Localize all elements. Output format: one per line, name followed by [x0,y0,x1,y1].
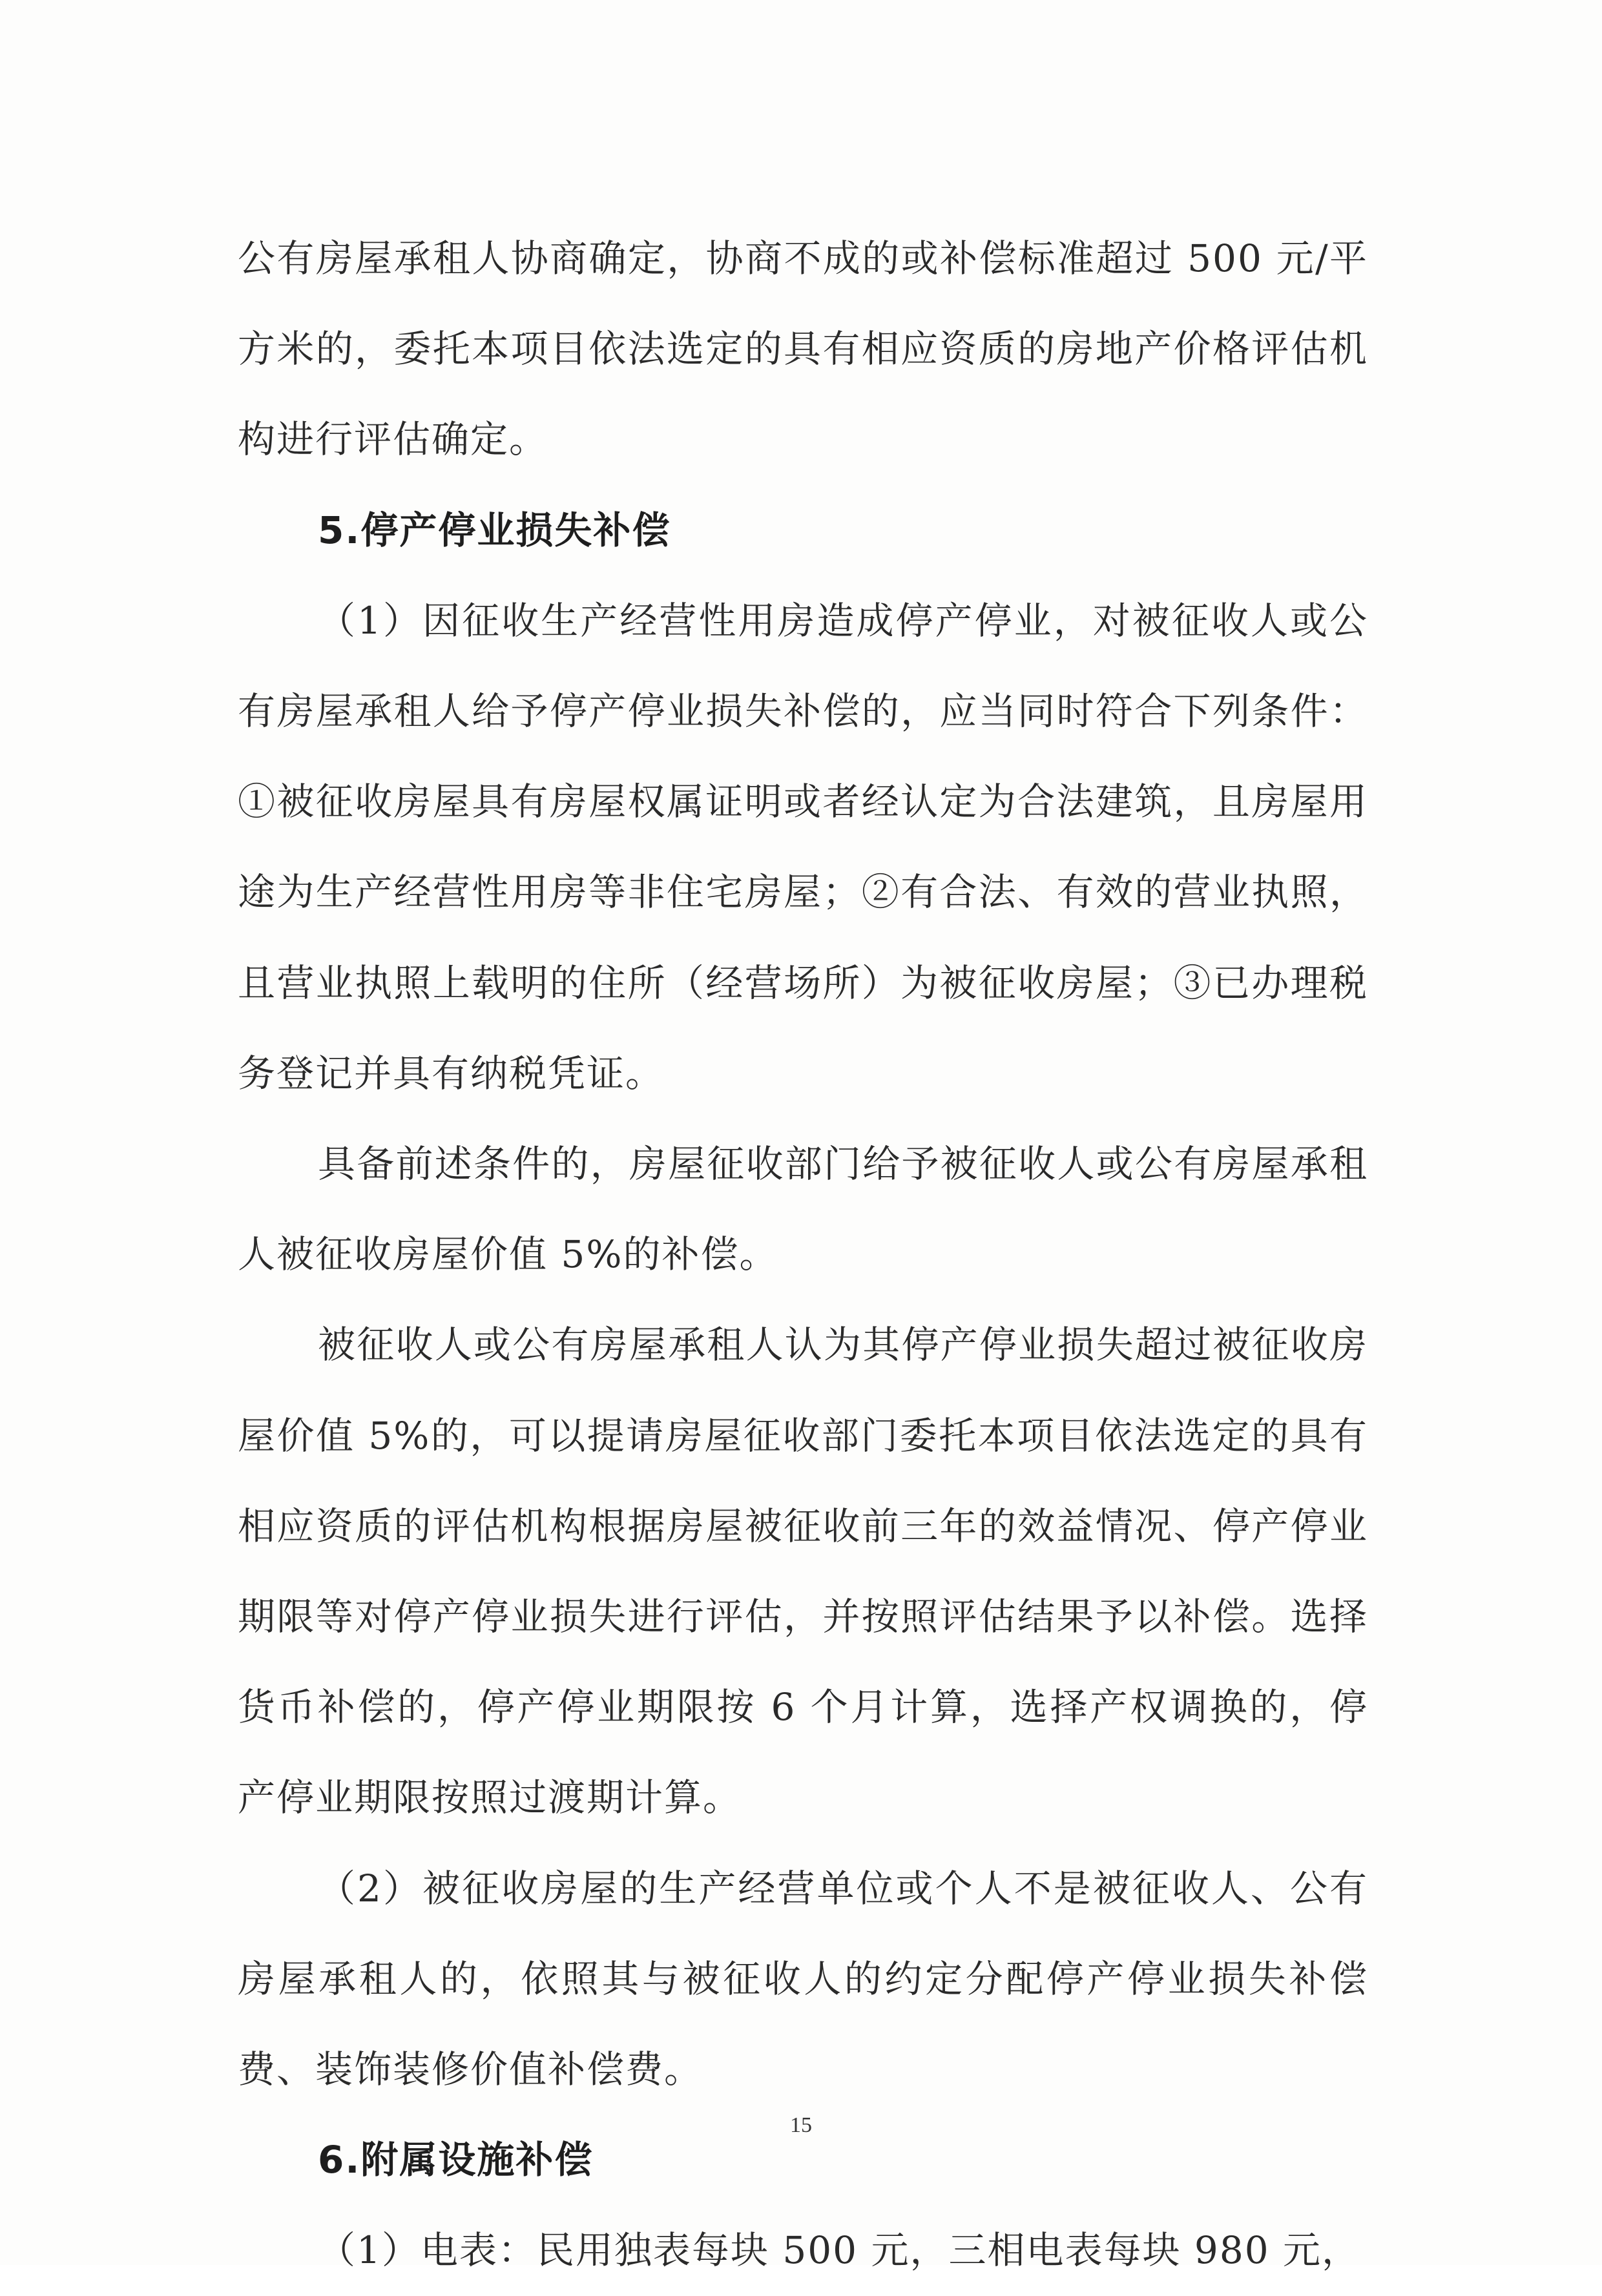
paragraph-compensation-rate: 具备前述条件的，房屋征收部门给予被征收人或公有房屋承租人被征收房屋价值 5%的补偿。 [238,1142,1368,1277]
paragraph-allocation: （2）被征收房屋的生产经营单位或个人不是被征收人、公有房屋承租人的，依照其与被征收人的约定分配停产停业损失补偿费、装饰装修价值补偿费。 [238,1866,1368,2092]
section-heading-5: 5.停产停业损失补偿 [318,508,671,552]
section-heading-6: 6.附属设施补偿 [318,2138,594,2182]
page-number: 15 [790,2113,812,2137]
paragraph-electric-meter: （1）电表：民用独表每块 500 元，三相电表每块 980 元， [318,2228,1361,2273]
document-body [238,213,1368,2296]
paragraph-assessment: 被征收人或公有房屋承租人认为其停产停业损失超过被征收房屋价值 5%的，可以提请房屋征收部门委托本项目依法选定的具有相应资质的评估机构根据房屋被征收前三年的效益情况、停产停业期限等对停产停业损失进行评估，并按照评估结果予以补偿。选择货币补偿的，停产停业期限按 6 个月计算，选择产权调换的，停产停业期限按照过渡期计算。 [238,1323,1368,1820]
paragraph-continuation: 公有房屋承租人协商确定，协商不成的或补偿标准超过 500 元/平方米的，委托本项目依法选定的具有相应资质的房地产价格评估机构进行评估确定。 [238,236,1368,462]
paragraph-conditions: （1）因征收生产经营性用房造成停产停业，对被征收人或公有房屋承租人给予停产停业损失补偿的，应当同时符合下列条件：①被征收房屋具有房屋权属证明或者经认定为合法建筑，且房屋用途为生产经营性用房等非住宅房屋；②有合法、有效的营业执照，且营业执照上载明的住所（经营场所）为被征收房屋；③已办理税务登记并具有纳税凭证。 [238,598,1368,1095]
